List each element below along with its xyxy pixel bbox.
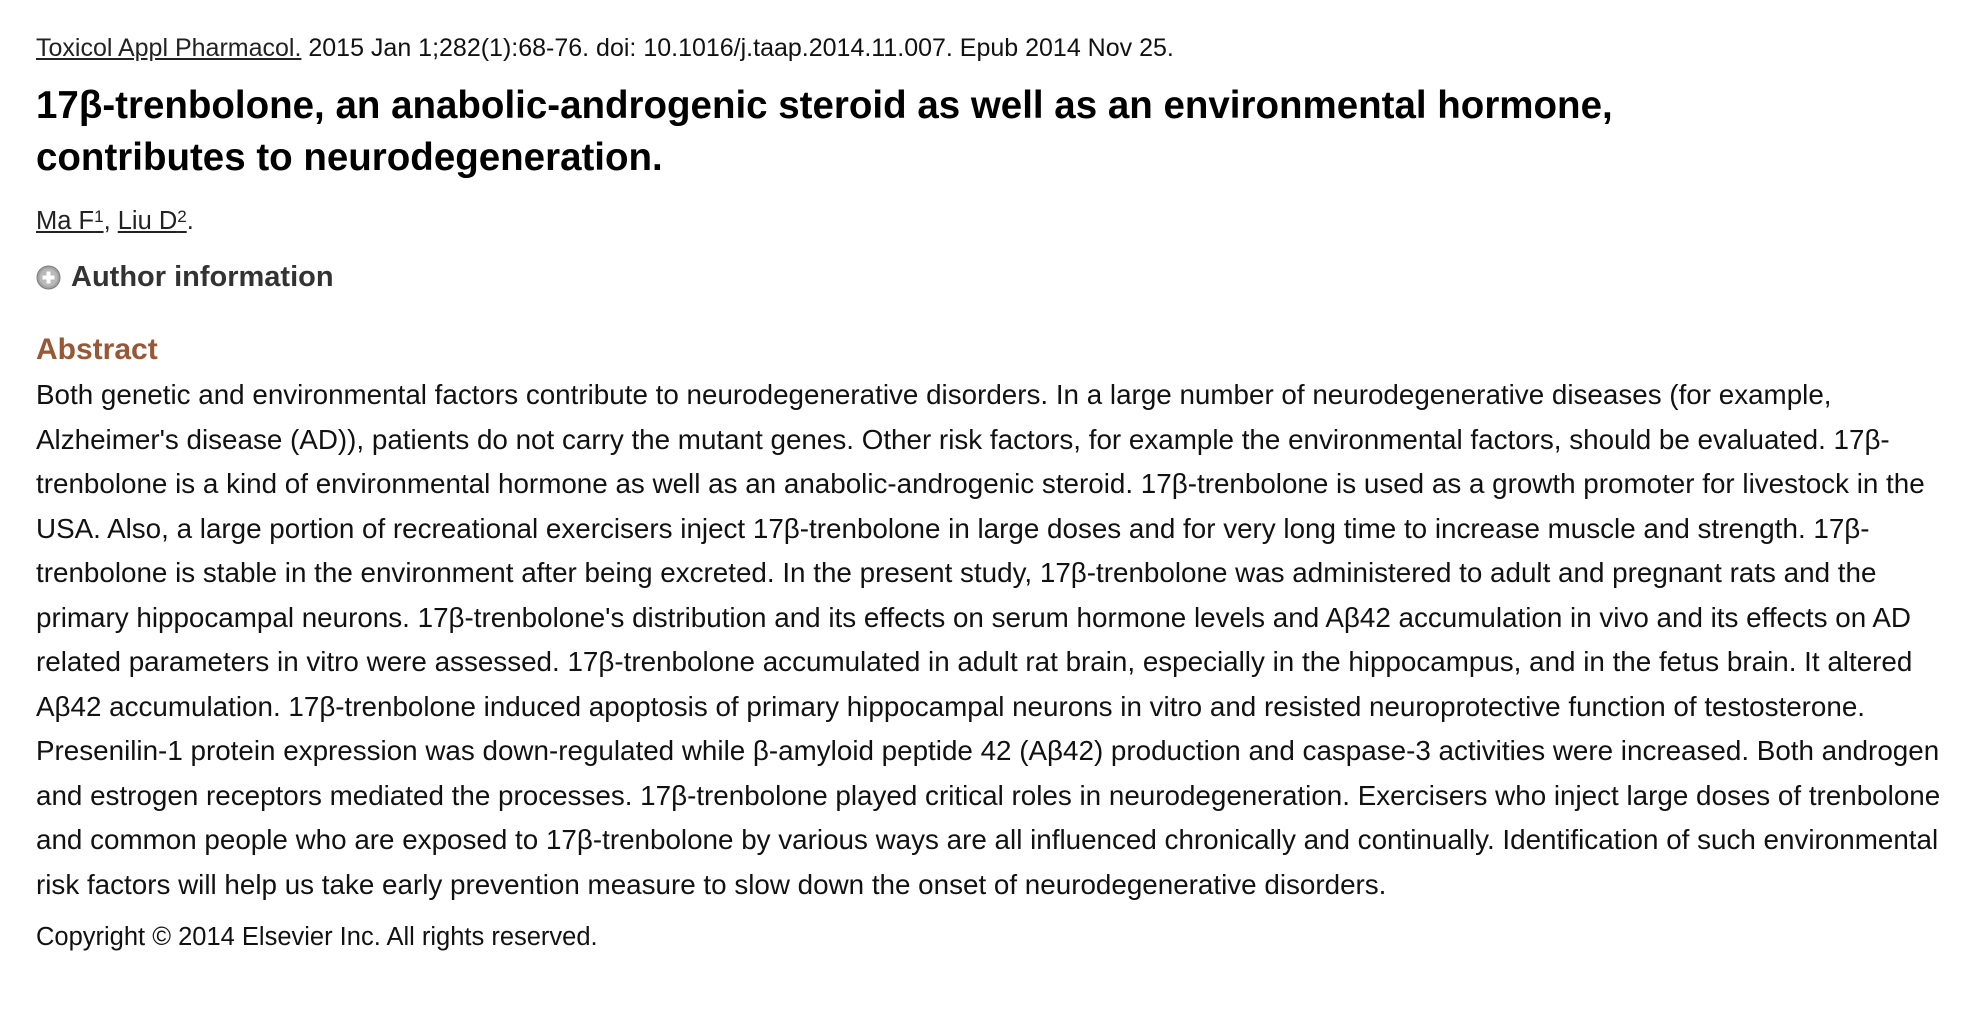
abstract-text: Both genetic and environmental factors contribute to neurodegenerative disorders. In a large number of neurodegenerative diseases (for example, Alzheimer's disease (AD)), patients do not carry the mutant genes. Other risk factors, for example the environmental factors, should be evaluated. 17β-trenbolone is a kind of environmental hormone as well as an anabolic-androgenic steroid. 17β-trenbolone is used as a growth promoter for livestock in the USA. Also, a large portion of recreational exercisers inject 17β-trenbolone in large doses and for very long time to increase muscle and strength. 17β-trenbolone is stable in the environment after being excreted. In the present study, 17β-trenbolone was administered to adult and pregnant rats and the primary hippocampal neurons. 17β-trenbolone's distribution and its effects on serum hormone levels and Aβ42 accumulation in vivo and its effects on AD related parameters in vitro were assessed. 17β-trenbolone accumulated in adult rat brain, especially in the hippocampus, and in the fetus brain. It altered Aβ42 accumulation. 17β-trenbolone induced apoptosis of primary hippocampal neurons in vitro and resisted neuroprotective function of testosterone. Presenilin-1 protein expression was down-regulated while β-amyloid peptide 42 (Aβ42) production and caspase-3 activities were increased. Both androgen and estrogen receptors mediated the processes. 17β-trenbolone played critical roles in neurodegeneration. Exercisers who inject large doses of trenbolone and common people who are exposed to 17β-trenbolone by various ways are all influenced chronically and continually. Identification of such environmental risk factors will help us take early prevention measure to slow down the onset of neurodegenerative disorders. (36, 379, 1941, 900)
author-list-end: . (186, 207, 194, 235)
author-affiliation-number: 1 (94, 207, 104, 226)
author-name: Liu D (117, 207, 178, 235)
author-information-toggle[interactable] (36, 259, 1966, 295)
citation-details: 2015 Jan 1;282(1):68-76. doi: 10.1016/j.taap.2014.11.007. Epub 2014 Nov 25. (301, 34, 1174, 62)
author-link-liu-d[interactable] (118, 207, 187, 235)
author-information-label: Author information (71, 260, 334, 293)
article-page (36, 30, 1966, 955)
plus-circle-icon[interactable] (36, 265, 61, 290)
journal-link[interactable]: Toxicol Appl Pharmacol. (36, 34, 302, 62)
copyright-notice: Copyright © 2014 Elsevier Inc. All rights reserved. (36, 923, 598, 951)
citation-line (36, 30, 1966, 66)
author-link-ma-f[interactable] (36, 207, 104, 235)
author-affiliation-number: 2 (177, 207, 187, 226)
author-list (36, 203, 1966, 239)
abstract-heading: Abstract (36, 333, 158, 366)
author-name: Ma F (36, 207, 95, 235)
author-separator: , (103, 207, 118, 235)
article-title: 17β-trenbolone, an anabolic-androgenic steroid as well as an environmental hormone, contributes to neurodegeneration. (36, 84, 1613, 179)
